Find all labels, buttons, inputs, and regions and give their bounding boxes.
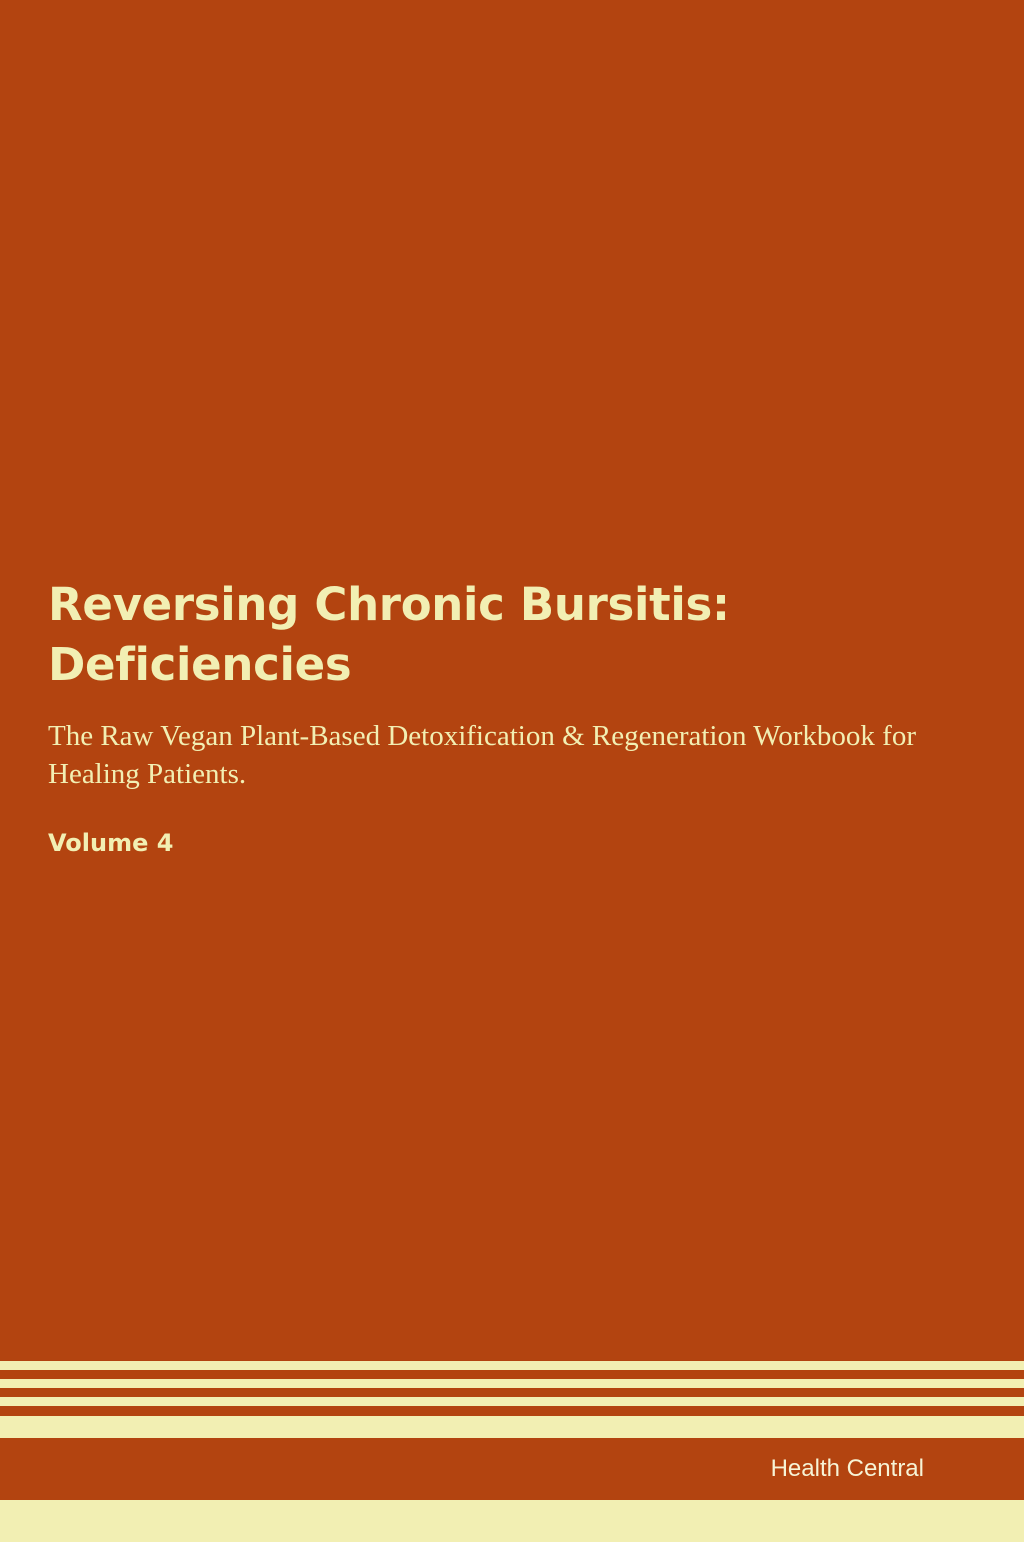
footer-bar <box>0 1438 1024 1500</box>
stripe-gap-3 <box>0 1406 1024 1416</box>
stripe-1 <box>0 1361 1024 1370</box>
stripe-2 <box>0 1379 1024 1388</box>
publisher-label: Health Central <box>770 1455 924 1482</box>
footer-base-stripe <box>0 1500 1024 1542</box>
cover-text-block <box>48 575 948 857</box>
stripe-wide <box>0 1416 1024 1438</box>
cover-subtitle: The Raw Vegan Plant-Based Detoxification & Regeneration Workbook for Healing Patients. <box>48 719 916 790</box>
stripe-gap-1 <box>0 1370 1024 1379</box>
stripe-3 <box>0 1397 1024 1406</box>
stripe-gap-2 <box>0 1388 1024 1397</box>
bottom-striped-band <box>0 1361 1024 1542</box>
page-title: Reversing Chronic Bursitis: Deficiencies <box>48 578 730 691</box>
cover-volume-label: Volume 4 <box>48 829 174 858</box>
